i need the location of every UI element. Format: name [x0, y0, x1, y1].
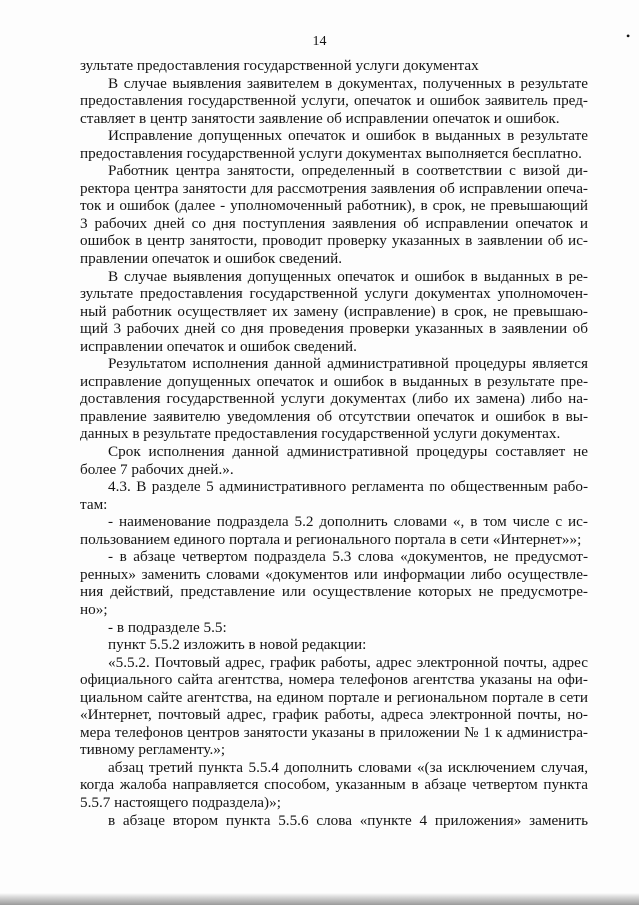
text-line: мера телефонов центров занятости указаны в приложении № 1 к администра- [80, 723, 588, 741]
text-line: предоставления государственной услуги, опечаток и ошибок заявитель пред- [80, 92, 588, 110]
text-line: зультате предоставления государственной услуги документах уполномочен- [80, 285, 588, 303]
text-line: предоставления государственной услуги документах выполняется бесплатно. [80, 144, 582, 162]
scan-mark-icon: • [626, 29, 631, 43]
text-line: «Интернет, почтовый адрес, график работы, адреса электронной почты, но- [80, 706, 588, 724]
text-line: правление заявителю уведомления об отсутствии опечаток и ошибок в вы- [80, 407, 588, 425]
text-line: ректора центра занятости для рассмотрения заявления об исправлении опеча- [80, 179, 588, 197]
text-line: правлении опечаток и ошибок сведений. [80, 250, 343, 268]
text-line: Работник центра занятости, определенный в соответствии с визой ди- [108, 162, 588, 180]
text-line: 5.5.7 настоящего подраздела)»; [80, 793, 281, 811]
text-line: но»; [80, 600, 108, 618]
text-line: «5.5.2. Почтовый адрес, график работы, адрес электронной почты, адрес [108, 653, 588, 671]
text-line: В случае выявления заявителем в документах, полученных в результате [108, 74, 588, 92]
text-line: ток и ошибок (далее - уполномоченный работник), в срок, не превышающий [80, 197, 588, 215]
document-body [80, 57, 588, 829]
text-line: там: [80, 495, 108, 513]
text-line: Результатом исполнения данной административной процедуры является [108, 355, 588, 373]
text-line: циальном сайте агентства, на едином портале и региональном портале в сети [80, 688, 588, 706]
text-line: - наименование подраздела 5.2 дополнить словами «, в том числе с ис- [108, 513, 588, 531]
text-line: когда жалоба направляется способом, указанным в абзаце четвертом пункта [80, 776, 588, 794]
text-line: зультате предоставления государственной услуги документах [80, 57, 479, 74]
text-line: пользованием единого портала и регионального портала в сети «Интернет»»; [80, 530, 582, 548]
text-line: щий 3 рабочих дней со дня проведения проверки указанных в заявлении об [80, 320, 588, 338]
text-line: в абзаце втором пункта 5.5.6 слова «пункте 4 приложения» заменить [108, 811, 588, 829]
text-line: В случае выявления допущенных опечаток и ошибок в выданных в ре- [108, 267, 588, 285]
text-line: исправление допущенных опечаток и ошибок в выданных в результате пре- [80, 372, 588, 390]
text-line: - в абзаце четвертом подраздела 5.3 слова «документов, не предусмот- [108, 548, 588, 566]
text-line: ный работник осуществляет их замену (исправление) в срок, не превышаю- [80, 302, 588, 320]
page-number: 14 [312, 34, 327, 49]
text-line: исправлении опечаток и ошибок сведений. [80, 337, 357, 355]
scan-bottom-edge [0, 893, 639, 905]
text-line: более 7 рабочих дней.». [80, 460, 234, 478]
text-line: официального сайта агентства, номера телефонов агентства указаны на офи- [80, 671, 588, 689]
text-line: ния действий, представление или осуществление которых не предусмотре- [80, 583, 588, 601]
text-line: Срок исполнения данной административной процедуры составляет не [108, 443, 588, 461]
text-line: 4.3. В разделе 5 административного регламента по общественным рабо- [108, 478, 588, 496]
text-line: пункт 5.5.2 изложить в новой редакции: [108, 636, 367, 654]
text-line: ошибок в центр занятости, проводит проверку указанных в заявлении об ис- [80, 232, 588, 250]
text-line: тивному регламенту.»; [80, 741, 226, 759]
text-line: доставления государственной услуги документах (либо их замена) либо на- [80, 390, 588, 408]
text-line: - в подразделе 5.5: [108, 618, 227, 636]
text-line: ставляет в центр занятости заявление об исправлении опечаток и ошибок. [80, 109, 560, 127]
text-line: ренных» заменить словами «документов или информации либо осуществле- [80, 565, 588, 583]
text-line: данных в результате предоставления государственной услуги документах. [80, 425, 561, 443]
text-line: 3 рабочих дней со дня поступления заявления об исправлении опечаток и [80, 214, 588, 232]
text-line: Исправление допущенных опечаток и ошибок в выданных в результате [108, 127, 588, 145]
text-line: абзац третий пункта 5.5.4 дополнить словами «(за исключением случая, [108, 758, 588, 776]
